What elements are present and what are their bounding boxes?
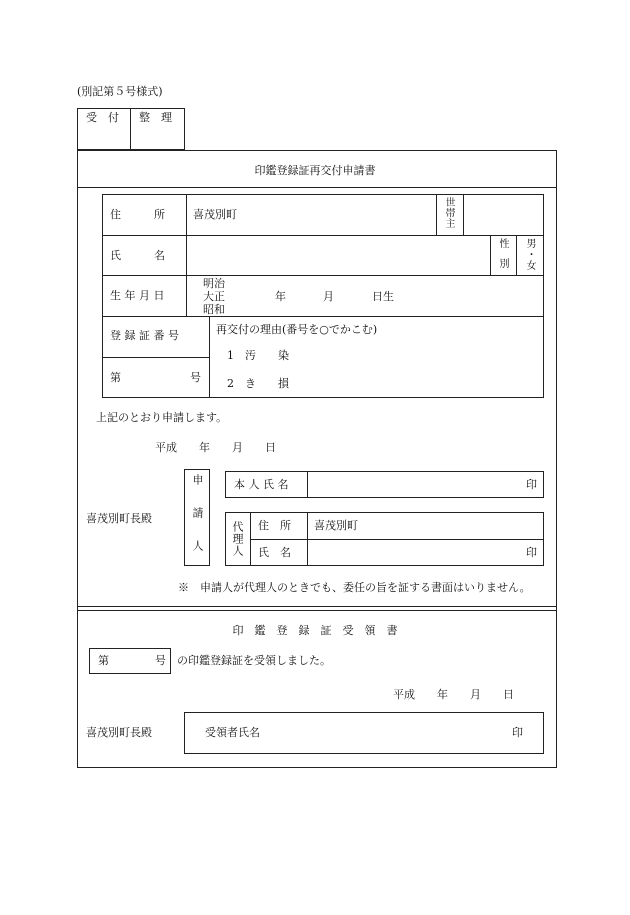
sex-divider [516, 235, 517, 275]
birth-year-label: 年 [275, 290, 286, 303]
reg-number-suffix: 号 [190, 371, 201, 384]
statement: 上記のとおり申請します。 [96, 411, 228, 424]
reason-item-damage[interactable]: 2 き 損 [227, 377, 289, 390]
address-value[interactable]: 喜茂別町 [193, 208, 237, 221]
receipt-addressee: 喜茂別町長殿 [86, 726, 152, 739]
self-name-label: 本 人 氏 名 [234, 478, 289, 491]
reg-number-label: 登 録 証 番 号 [110, 329, 179, 342]
row-divider [102, 316, 544, 317]
label-divider [186, 194, 187, 316]
sex-divider [490, 235, 491, 275]
sex-options: 男・女 [524, 238, 535, 271]
era-showa: 昭和 [203, 303, 225, 316]
title-divider [77, 187, 557, 188]
receipt-date[interactable]: 平成 年 月 日 [393, 688, 514, 701]
section-divider [77, 606, 557, 607]
form-code: (別記第５号様式) [77, 85, 163, 98]
proxy-name-label: 氏 名 [258, 546, 291, 559]
proxy-address-label: 住 所 [258, 519, 291, 532]
sex-label: 性別 [497, 238, 508, 278]
reason-item-stain[interactable]: 1 汚 染 [227, 349, 289, 362]
reason-header: 再交付の理由(番号を○でかこむ) [216, 323, 378, 336]
applicant-label: 申請人 [191, 474, 204, 573]
address-label: 住 所 [110, 208, 165, 221]
row-divider [102, 357, 209, 358]
receipt-number-suffix: 号 [155, 654, 166, 667]
reception-organize-label: 整 理 [139, 111, 172, 124]
householder-divider [463, 194, 464, 235]
birth-month-label: 月 [323, 290, 334, 303]
birth-label: 生 年 月 日 [110, 289, 165, 302]
addressee: 喜茂別町長殿 [86, 512, 152, 525]
proxy-label: 代理人 [231, 521, 244, 557]
self-seal: 印 [526, 478, 537, 491]
birth-day-label: 日生 [372, 290, 394, 303]
name-label: 氏 名 [110, 249, 165, 262]
receipt-title: 印 鑑 登 録 証 受 領 書 [232, 624, 398, 637]
reg-number-prefix: 第 [110, 371, 121, 384]
section-divider [77, 610, 557, 611]
proxy-row-divider [250, 539, 544, 540]
receipt-number-prefix: 第 [98, 654, 109, 667]
receiver-label: 受領者氏名 [205, 726, 260, 739]
reason-divider [209, 316, 210, 398]
householder-divider [436, 194, 437, 235]
row-divider [102, 235, 544, 236]
application-date[interactable]: 平成 年 月 日 [155, 441, 276, 454]
proxy-address-value[interactable]: 喜茂別町 [314, 519, 358, 532]
householder-label: 世帯主 [443, 197, 454, 229]
reception-divider [130, 108, 131, 150]
note: ※ 申請人が代理人のときでも、委任の旨を証する書面はいりません。 [178, 581, 531, 594]
era-meiji: 明治 [203, 277, 225, 290]
receipt-text: の印鑑登録証を受領しました。 [177, 654, 331, 667]
receiver-seal: 印 [512, 726, 523, 739]
form-title: 印鑑登録証再交付申請書 [254, 164, 376, 177]
reception-received-label: 受 付 [86, 111, 119, 124]
proxy-seal: 印 [526, 546, 537, 559]
era-taisho: 大正 [203, 290, 225, 303]
row-divider [102, 275, 544, 276]
self-name-divider [307, 471, 308, 498]
